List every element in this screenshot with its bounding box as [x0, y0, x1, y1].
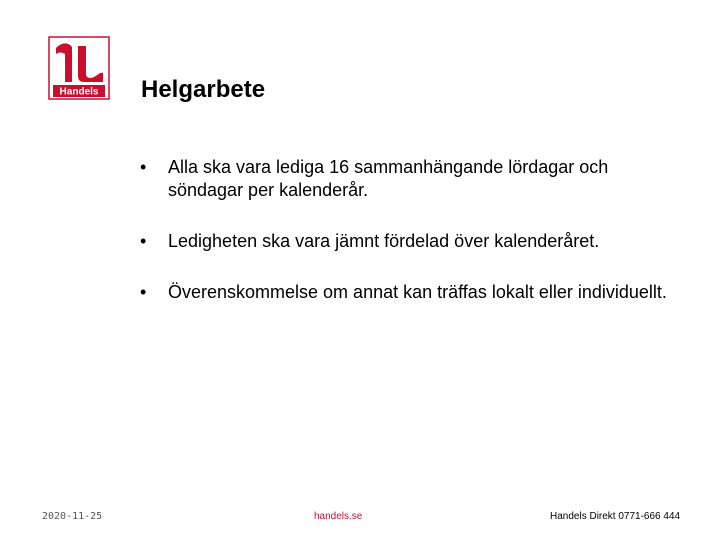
bullet-icon: • — [140, 157, 147, 177]
bullet-item — [140, 281, 680, 304]
handels-logo-icon — [48, 36, 110, 100]
bullet-text: Ledigheten ska vara jämnt fördelad över kalenderåret. — [168, 231, 600, 251]
logo-text: Handels — [59, 86, 99, 98]
bullet-list — [140, 156, 680, 332]
slide-title: Helgarbete — [141, 76, 266, 103]
bullet-icon: • — [140, 282, 147, 302]
footer-phone: Handels Direkt 0771-666 444 — [550, 511, 681, 522]
bullet-item — [140, 230, 680, 253]
bullet-icon: • — [140, 231, 147, 251]
handels-logo — [48, 36, 110, 100]
bullet-text: Överenskommelse om annat kan träffas lokalt eller individuellt. — [168, 282, 667, 302]
bullet-text: Alla ska vara lediga 16 sammanhängande lördagar och söndagar per kalenderår. — [168, 157, 609, 200]
bullet-item — [140, 156, 680, 202]
footer-website-link[interactable]: handels.se — [314, 511, 363, 522]
footer-date: 2020-11-25 — [42, 511, 103, 522]
